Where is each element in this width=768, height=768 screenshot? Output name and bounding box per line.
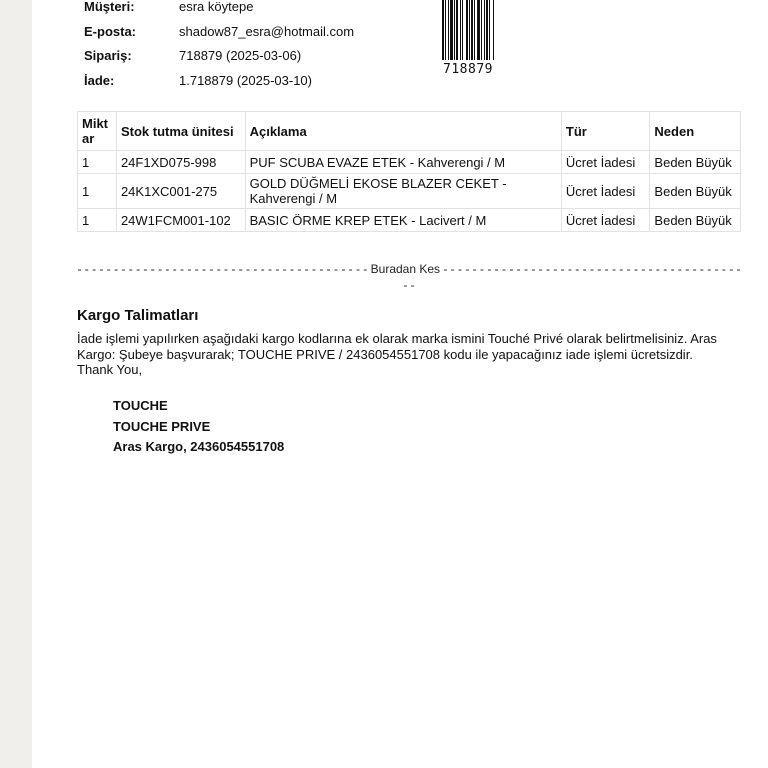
- table-row: [78, 174, 741, 209]
- shipping-instructions-text: İade işlemi yapılırken aşağıdaki kargo kodlarına ek olarak marka ismini Touché Privé olarak belirtmelisiniz. Aras Kargo: Şubeye başvurarak; TOUCHE PRIVE / 2436054551708 kodu ile yapacağınız iade işlemi ücretsizdir. Thank You,: [77, 331, 717, 377]
- barcode-bar: [474, 0, 475, 60]
- cut-here-line: - - - - - - - - - - - - - - - - - - - - - - - - - - - - - - - - - - - - - - - - Buradan Kes - - - - - - - - - - - - - - - - - - - - - - - - - - - - - - - - - - - - - - - - - - -: [77, 262, 741, 292]
- barcode-bar: [471, 0, 473, 60]
- barcode-bar: [469, 0, 470, 60]
- cell-description: BASIC ÖRME KREP ETEK - Lacivert / M: [245, 209, 561, 232]
- barcode-bar: [442, 0, 444, 60]
- header-type: Tür: [561, 112, 650, 151]
- barcode-bar: [456, 0, 458, 60]
- header-sku: Stok tutma ünitesi: [116, 112, 245, 151]
- barcode-image: [442, 0, 494, 60]
- barcode-bar: [445, 0, 446, 60]
- barcode-bar: [450, 0, 453, 60]
- table-row: [78, 209, 741, 232]
- customer-label: Müşteri:: [84, 0, 135, 14]
- address-line: TOUCHE: [113, 398, 168, 413]
- barcode-bar: [477, 0, 480, 60]
- email-value: shadow87_esra@hotmail.com: [179, 23, 355, 39]
- address-line: TOUCHE PRIVE: [113, 418, 211, 434]
- cell-sku: 24W1FCM001-102: [116, 209, 245, 232]
- barcode-bar: [454, 0, 455, 60]
- cell-qty: 1: [78, 209, 117, 232]
- cell-description: GOLD DÜĞMELİ EKOSE BLAZER CEKET - Kahverengi / M: [245, 174, 561, 209]
- barcode-bar: [493, 0, 494, 60]
- table-row: [78, 151, 741, 174]
- cell-type: Ücret İadesi: [561, 174, 650, 209]
- order-value: 718879 (2025-03-06): [179, 48, 302, 63]
- shipping-instructions-title: Kargo Talimatları: [77, 307, 199, 324]
- barcode-number: 718879: [443, 62, 493, 77]
- barcode-bar: [460, 0, 461, 60]
- cell-reason: Beden Büyük: [650, 174, 741, 209]
- barcode-bar: [448, 0, 449, 60]
- cell-sku: 24F1XD075-998: [116, 151, 245, 174]
- barcode-bar: [486, 0, 488, 60]
- cell-type: Ücret İadesi: [561, 151, 650, 174]
- cell-description: PUF SCUBA EVAZE ETEK - Kahverengi / M: [245, 151, 561, 174]
- header-description: Açıklama: [245, 112, 561, 151]
- address-line: Aras Kargo, 2436054551708: [113, 439, 285, 454]
- header-reason: Neden: [650, 112, 741, 151]
- barcode-bar: [462, 0, 463, 60]
- barcode-bar: [489, 0, 490, 60]
- cell-qty: 1: [78, 151, 117, 174]
- return-items-table: [77, 111, 741, 232]
- return-value: 1.718879 (2025-03-10): [179, 72, 312, 88]
- return-document-page: [32, 0, 768, 768]
- email-label: E-posta:: [84, 23, 136, 39]
- table-header-row: [78, 112, 741, 151]
- barcode-bar: [481, 0, 482, 60]
- shipping-address: [113, 396, 284, 458]
- cell-reason: Beden Büyük: [650, 209, 741, 232]
- header-qty: Mikt ar: [78, 112, 117, 151]
- cell-reason: Beden Büyük: [650, 151, 741, 174]
- return-label: İade:: [84, 72, 115, 88]
- order-label: Sipariş:: [84, 48, 132, 63]
- cell-qty: 1: [78, 174, 117, 209]
- cell-type: Ücret İadesi: [561, 209, 650, 232]
- cell-sku: 24K1XC001-275: [116, 174, 245, 209]
- customer-value: esra köytepe: [179, 0, 254, 14]
- barcode-bar: [484, 0, 485, 60]
- barcode-bar: [466, 0, 468, 60]
